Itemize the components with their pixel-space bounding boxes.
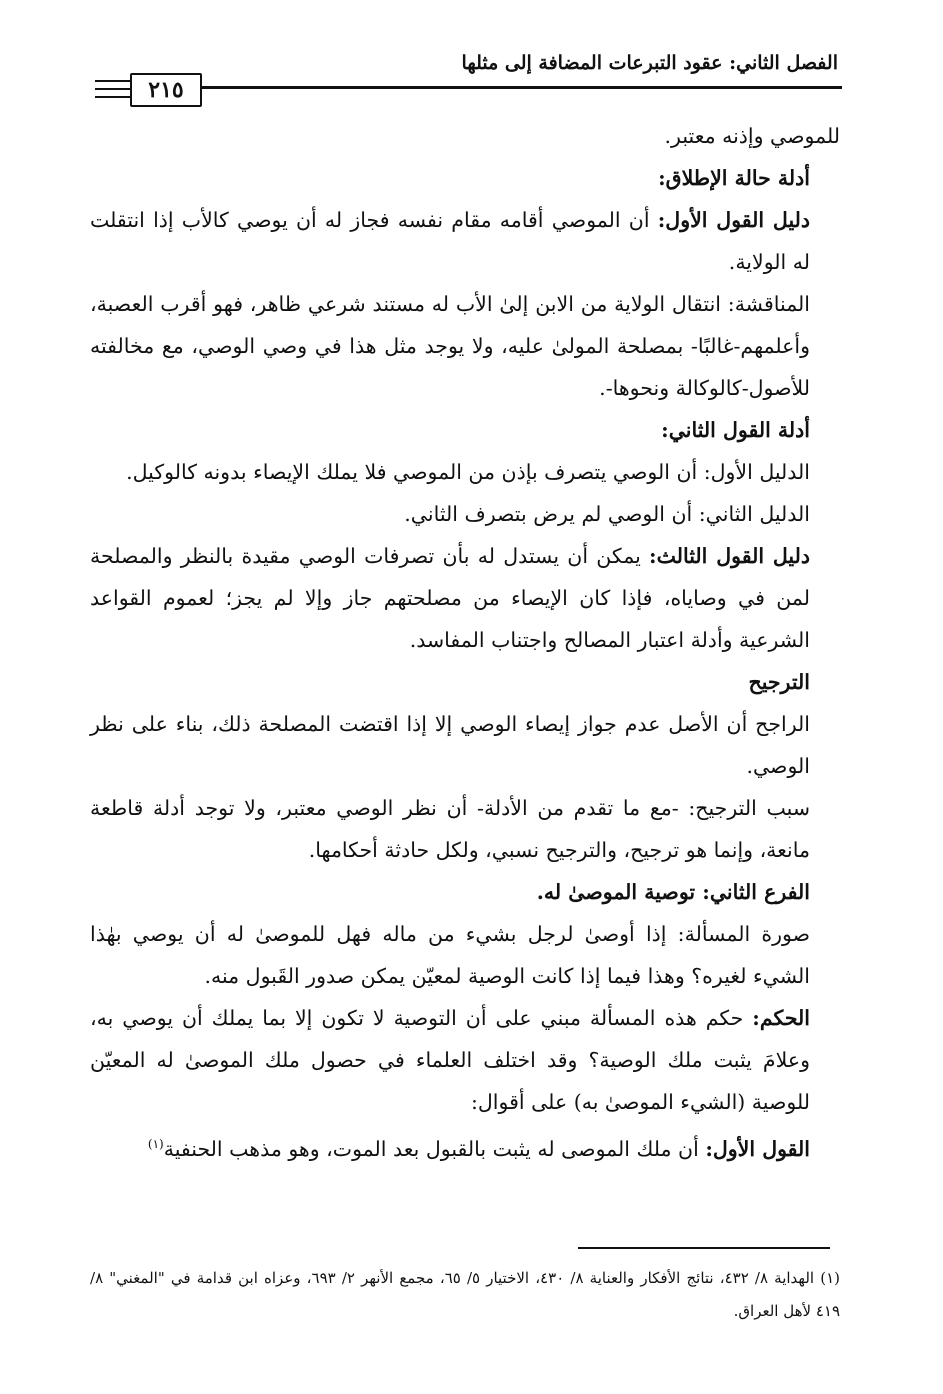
running-title: الفصل الثاني: عقود التبرعات المضافة إلى مثلها <box>461 52 838 74</box>
footnote-ref[interactable]: (١) <box>147 1137 164 1151</box>
page-number: ٢١٥ <box>130 73 202 107</box>
header-rule-short <box>95 80 135 82</box>
section-heading: الفرع الثاني: توصية الموصىٰ له. <box>536 880 810 904</box>
footnote-rule <box>578 1247 830 1249</box>
paragraph: الدليل الثاني: أن الوصي لم يرض بتصرف الثاني. <box>404 502 810 526</box>
section-heading: الترجيح <box>748 670 810 694</box>
paragraph: المناقشة: انتقال الولاية من الابن إلىٰ الأب له مستند شرعي ظاهر، فهو أقرب العصبة، وأعلمهم-غالبًا- بمصلحة المولىٰ عليه، ولا يوجد مثل هذا في وصي الوصي، مع مخالفته للأصول-كالوكالة ونحوها-. <box>90 292 810 400</box>
paragraph-text: يمكن أن يستدل له بأن تصرفات الوصي مقيدة بالنظر والمصلحة لمن في وصاياه، فإذا كان الإيصاء من مصلحتهم جاز وإلا لم يجز؛ لعموم القواعد الشرعية وأدلة اعتبار المصالح واجتناب المفاسد. <box>90 544 810 652</box>
footnotes <box>90 1262 840 1328</box>
header-rule <box>200 86 842 89</box>
paragraph: للموصي وإذنه معتبر. <box>664 124 840 148</box>
paragraph-lead: الحكم: <box>752 1006 810 1030</box>
header-rule-short <box>95 96 135 98</box>
section-heading: أدلة حالة الإطلاق: <box>658 166 810 190</box>
paragraph: الدليل الأول: أن الوصي يتصرف بإذن من الموصي فلا يملك الإيصاء بدونه كالوكيل. <box>126 460 810 484</box>
paragraph-lead: دليل القول الأول: <box>657 208 811 232</box>
paragraph-text: حكم هذه المسألة مبني على أن التوصية لا تكون إلا بما يملك أن يوصي به، وعلامَ يثبت ملك الوصية؟ وقد اختلف العلماء في حصول ملك الموصىٰ له المعيّن للوصية (الشيء الموصىٰ به) على أقوال: <box>90 1006 810 1114</box>
paragraph-lead: القول الأول: <box>705 1136 810 1161</box>
header-rule-short <box>95 88 135 90</box>
paragraph-text: أن الموصي أقامه مقام نفسه فجاز له أن يوصي كالأب إذا انتقلت له الولاية. <box>90 208 810 274</box>
paragraph: صورة المسألة: إذا أوصىٰ لرجل بشيء من ماله فهل للموصىٰ له أن يوصي بهٰذا الشيء لغيره؟ وهذا فيما إذا كانت الوصية لمعيّن يمكن صدور القَبول منه. <box>90 922 810 988</box>
footnote: (١) الهداية ٨/ ٤٣٢، نتائج الأفكار والعناية ٨/ ٤٣٠، الاختيار ٥/ ٦٥، مجمع الأنهر ٢/ ٦٩٣، وعزاه ابن قدامة في "المغني" ٨/ ٤١٩ لأهل العراق. <box>90 1269 840 1320</box>
paragraph <box>90 535 840 661</box>
paragraph <box>90 1123 840 1170</box>
paragraph-text: أن ملك الموصى له يثبت بالقبول بعد الموت، وهو مذهب الحنفية <box>163 1136 706 1161</box>
paragraph <box>90 199 840 283</box>
main-text <box>90 115 840 1170</box>
paragraph-lead: دليل القول الثالث: <box>649 544 810 568</box>
paragraph: الراجح أن الأصل عدم جواز إيصاء الوصي إلا إذا اقتضت المصلحة ذلك، بناء على نظر الوصي. <box>90 712 810 778</box>
paragraph: سبب الترجيح: -مع ما تقدم من الأدلة- أن نظر الوصي معتبر، ولا توجد أدلة قاطعة مانعة، وإنما هو ترجيح، والترجيح نسبي، ولكل حادثة أحكامها. <box>90 796 810 862</box>
paragraph <box>90 997 840 1123</box>
section-heading: أدلة القول الثاني: <box>661 418 810 442</box>
